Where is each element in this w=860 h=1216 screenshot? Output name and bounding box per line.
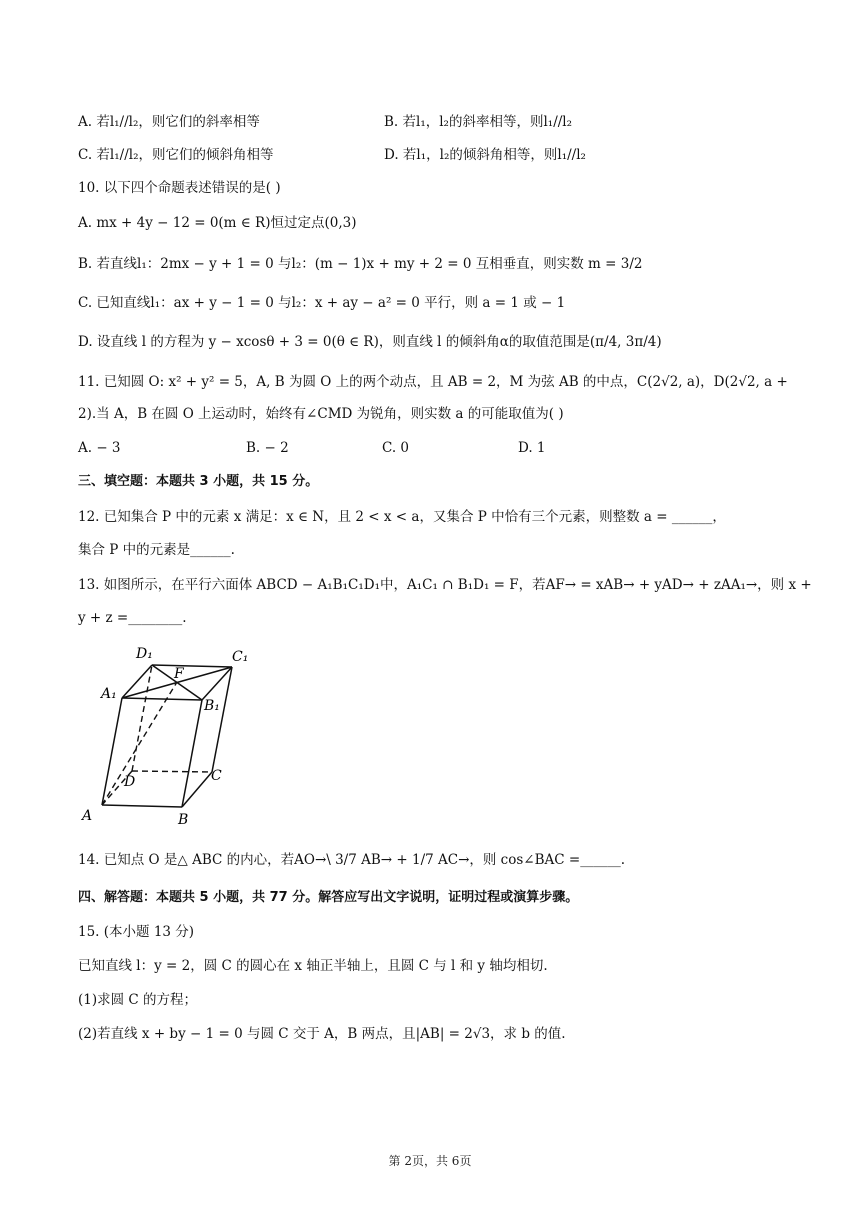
q11-option-b: B. − 2 (246, 440, 289, 456)
q15-stem: 已知直线 l：y = 2，圆 C 的圆心在 x 轴正半轴上，且圆 C 与 l 和 y 轴均相切. (78, 958, 548, 974)
label-a1: A₁ (101, 686, 117, 702)
q15-part1: (1)求圆 C 的方程； (78, 992, 198, 1008)
section-4-heading: 四、解答题：本题共 5 小题，共 77 分。解答应写出文字说明，证明过程或演算步骤。 (78, 890, 579, 905)
q10-option-a: A. mx + 4y − 12 = 0(m ∈ R)恒过定点(0,3) (78, 215, 357, 231)
page-footer: 第 2页，共 6页 (388, 1154, 472, 1168)
label-b: B (178, 812, 189, 828)
q15-header: 15. (本小题 13 分) (78, 924, 195, 940)
q11-option-c: C. 0 (382, 440, 410, 456)
q10-option-c: C. 已知直线l₁：ax + y − 1 = 0 与l₂：x + ay − a² = 0 平行，则 a = 1 或 − 1 (78, 295, 566, 311)
q14-text: 14. 已知点 O 是△ ABC 的内心，若AO→\ 3/7 AB→ + 1/7 AC→，则 cos∠BAC =______. (78, 852, 626, 868)
label-d: D (124, 774, 136, 790)
section-3-heading: 三、填空题：本题共 3 小题，共 15 分。 (78, 474, 319, 489)
label-f: F (174, 666, 184, 682)
q9-option-c: C. 若l₁//l₂，则它们的倾斜角相等 (78, 147, 274, 163)
q12-line1: 12. 已知集合 P 中的元素 x 满足：x ∈ N，且 2 < x < a，又集合 P 中恰有三个元素，则整数 a = ______， (78, 509, 726, 525)
q9-option-b: B. 若l₁，l₂的斜率相等，则l₁//l₂ (384, 114, 573, 130)
label-d1: D₁ (136, 646, 153, 662)
q13-line1: 13. 如图所示，在平行六面体 ABCD − A₁B₁C₁D₁中，A₁C₁ ∩ B₁D₁ = F，若AF→ = xAB→ + yAD→ + zAA₁→，则 x + (78, 577, 812, 593)
q11-stem-line2: 2).当 A，B 在圆 O 上运动时，始终有∠CMD 为锐角，则实数 a 的可能取值为( ) (78, 406, 564, 422)
q15-part2: (2)若直线 x + by − 1 = 0 与圆 C 交于 A，B 两点，且|AB| = 2√3，求 b 的值. (78, 1026, 566, 1042)
q9-option-a: A. 若l₁//l₂，则它们的斜率相等 (78, 114, 260, 130)
q11-stem-line1: 11. 已知圆 O: x² + y² = 5，A, B 为圆 O 上的两个动点，且 AB = 2，M 为弦 AB 的中点，C(2√2, a)，D(2√2, a + (78, 374, 788, 390)
q11-option-d: D. 1 (518, 440, 546, 456)
label-c1: C₁ (232, 649, 249, 665)
q12-line2: 集合 P 中的元素是______. (78, 542, 235, 558)
q9-option-d: D. 若l₁，l₂的倾斜角相等，则l₁//l₂ (384, 147, 586, 163)
q13-line2: y + z =________. (78, 610, 187, 626)
q10-option-d: D. 设直线 l 的方程为 y − xcosθ + 3 = 0(θ ∈ R)，则直线 l 的倾斜角α的取值范围是(π/4, 3π/4) (78, 334, 662, 350)
label-a: A (82, 808, 93, 824)
q10-option-b: B. 若直线l₁：2mx − y + 1 = 0 与l₂：(m − 1)x + my + 2 = 0 互相垂直，则实数 m = 3/2 (78, 256, 643, 272)
label-c: C (211, 768, 222, 784)
parallelepiped-figure (70, 640, 270, 830)
label-b1: B₁ (204, 698, 220, 714)
q10-stem: 10. 以下四个命题表述错误的是( ) (78, 180, 281, 196)
q11-option-a: A. − 3 (78, 440, 121, 456)
